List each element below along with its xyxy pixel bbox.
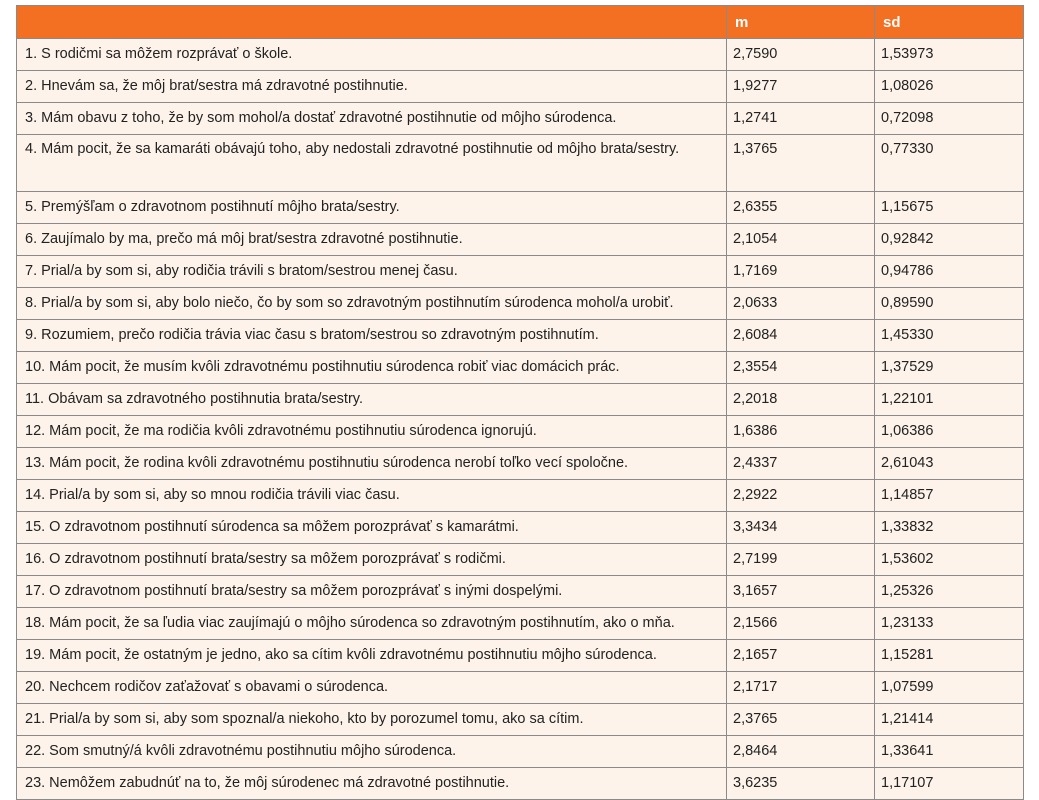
mean-cell: 2,3554	[727, 352, 875, 384]
item-cell: 8. Prial/a by som si, aby bolo niečo, čo by som so zdravotným postihnutím súrodenca mohol/a urobiť.	[17, 288, 727, 320]
table-row	[17, 704, 1024, 736]
mean-cell: 1,9277	[727, 71, 875, 103]
mean-cell: 2,3765	[727, 704, 875, 736]
table-row	[17, 736, 1024, 768]
table-row	[17, 288, 1024, 320]
item-cell: 6. Zaujímalo by ma, prečo má môj brat/sestra zdravotné postihnutie.	[17, 224, 727, 256]
item-cell: 15. O zdravotnom postihnutí súrodenca sa môžem porozprávať s kamarátmi.	[17, 512, 727, 544]
sd-cell: 1,07599	[875, 672, 1024, 704]
sd-cell: 1,53973	[875, 39, 1024, 71]
sd-cell: 1,53602	[875, 544, 1024, 576]
mean-cell: 1,7169	[727, 256, 875, 288]
table-row	[17, 672, 1024, 704]
item-cell: 18. Mám pocit, že sa ľudia viac zaujímajú o môjho súrodenca so zdravotným postihnutím, ako o mňa.	[17, 608, 727, 640]
item-cell: 16. O zdravotnom postihnutí brata/sestry sa môžem porozprávať s rodičmi.	[17, 544, 727, 576]
table-row	[17, 512, 1024, 544]
mean-cell: 2,2922	[727, 480, 875, 512]
sd-cell: 1,17107	[875, 768, 1024, 800]
mean-cell: 2,8464	[727, 736, 875, 768]
item-cell: 5. Premýšľam o zdravotnom postihnutí môjho brata/sestry.	[17, 192, 727, 224]
mean-cell: 2,4337	[727, 448, 875, 480]
table-row	[17, 39, 1024, 71]
sd-cell: 1,14857	[875, 480, 1024, 512]
item-cell: 19. Mám pocit, že ostatným je jedno, ako sa cítim kvôli zdravotnému postihnutiu môjho súrodenca.	[17, 640, 727, 672]
header-mean: m	[727, 6, 875, 39]
table-row	[17, 416, 1024, 448]
item-cell: 17. O zdravotnom postihnutí brata/sestry sa môžem porozprávať s inými dospelými.	[17, 576, 727, 608]
header-item	[17, 6, 727, 39]
table-row	[17, 608, 1024, 640]
sd-cell: 1,15281	[875, 640, 1024, 672]
table-row	[17, 576, 1024, 608]
item-cell: 22. Som smutný/á kvôli zdravotnému postihnutiu môjho súrodenca.	[17, 736, 727, 768]
item-cell: 11. Obávam sa zdravotného postihnutia brata/sestry.	[17, 384, 727, 416]
sd-cell: 0,77330	[875, 135, 1024, 192]
item-cell: 1. S rodičmi sa môžem rozprávať o škole.	[17, 39, 727, 71]
statistics-table-container	[16, 5, 1023, 800]
sd-cell: 1,45330	[875, 320, 1024, 352]
sd-cell: 0,94786	[875, 256, 1024, 288]
sd-cell: 1,37529	[875, 352, 1024, 384]
mean-cell: 2,1566	[727, 608, 875, 640]
statistics-table	[16, 5, 1024, 800]
table-header-row	[17, 6, 1024, 39]
mean-cell: 3,1657	[727, 576, 875, 608]
mean-cell: 2,6355	[727, 192, 875, 224]
item-cell: 13. Mám pocit, že rodina kvôli zdravotnému postihnutiu súrodenca nerobí toľko vecí spoločne.	[17, 448, 727, 480]
table-row	[17, 320, 1024, 352]
sd-cell: 2,61043	[875, 448, 1024, 480]
mean-cell: 2,1054	[727, 224, 875, 256]
mean-cell: 3,6235	[727, 768, 875, 800]
table-row	[17, 135, 1024, 192]
table-row	[17, 352, 1024, 384]
sd-cell: 1,33832	[875, 512, 1024, 544]
table-row	[17, 71, 1024, 103]
mean-cell: 2,7590	[727, 39, 875, 71]
sd-cell: 1,15675	[875, 192, 1024, 224]
sd-cell: 1,22101	[875, 384, 1024, 416]
table-row	[17, 640, 1024, 672]
sd-cell: 0,72098	[875, 103, 1024, 135]
item-cell: 20. Nechcem rodičov zaťažovať s obavami o súrodenca.	[17, 672, 727, 704]
mean-cell: 3,3434	[727, 512, 875, 544]
item-cell: 21. Prial/a by som si, aby som spoznal/a niekoho, kto by porozumel tomu, ako sa cítim.	[17, 704, 727, 736]
mean-cell: 2,7199	[727, 544, 875, 576]
table-row	[17, 256, 1024, 288]
table-row	[17, 192, 1024, 224]
table-row	[17, 480, 1024, 512]
sd-cell: 1,08026	[875, 71, 1024, 103]
sd-cell: 1,21414	[875, 704, 1024, 736]
table-row	[17, 768, 1024, 800]
item-cell: 4. Mám pocit, že sa kamaráti obávajú toho, aby nedostali zdravotné postihnutie od môjho brata/sestry.	[17, 135, 727, 192]
table-row	[17, 224, 1024, 256]
sd-cell: 0,92842	[875, 224, 1024, 256]
item-cell: 3. Mám obavu z toho, že by som mohol/a dostať zdravotné postihnutie od môjho súrodenca.	[17, 103, 727, 135]
item-cell: 14. Prial/a by som si, aby so mnou rodičia trávili viac času.	[17, 480, 727, 512]
mean-cell: 1,2741	[727, 103, 875, 135]
item-cell: 7. Prial/a by som si, aby rodičia trávili s bratom/sestrou menej času.	[17, 256, 727, 288]
item-cell: 9. Rozumiem, prečo rodičia trávia viac času s bratom/sestrou so zdravotným postihnutím.	[17, 320, 727, 352]
table-row	[17, 448, 1024, 480]
table-body	[17, 39, 1024, 800]
mean-cell: 1,3765	[727, 135, 875, 192]
mean-cell: 2,0633	[727, 288, 875, 320]
item-cell: 2. Hnevám sa, že môj brat/sestra má zdravotné postihnutie.	[17, 71, 727, 103]
sd-cell: 1,06386	[875, 416, 1024, 448]
mean-cell: 2,6084	[727, 320, 875, 352]
sd-cell: 0,89590	[875, 288, 1024, 320]
item-cell: 10. Mám pocit, že musím kvôli zdravotnému postihnutiu súrodenca robiť viac domácich prác.	[17, 352, 727, 384]
table-row	[17, 384, 1024, 416]
mean-cell: 1,6386	[727, 416, 875, 448]
mean-cell: 2,2018	[727, 384, 875, 416]
sd-cell: 1,25326	[875, 576, 1024, 608]
table-row	[17, 103, 1024, 135]
item-cell: 23. Nemôžem zabudnúť na to, že môj súrodenec má zdravotné postihnutie.	[17, 768, 727, 800]
sd-cell: 1,23133	[875, 608, 1024, 640]
item-cell: 12. Mám pocit, že ma rodičia kvôli zdravotnému postihnutiu súrodenca ignorujú.	[17, 416, 727, 448]
table-row	[17, 544, 1024, 576]
mean-cell: 2,1657	[727, 640, 875, 672]
mean-cell: 2,1717	[727, 672, 875, 704]
header-sd: sd	[875, 6, 1024, 39]
sd-cell: 1,33641	[875, 736, 1024, 768]
